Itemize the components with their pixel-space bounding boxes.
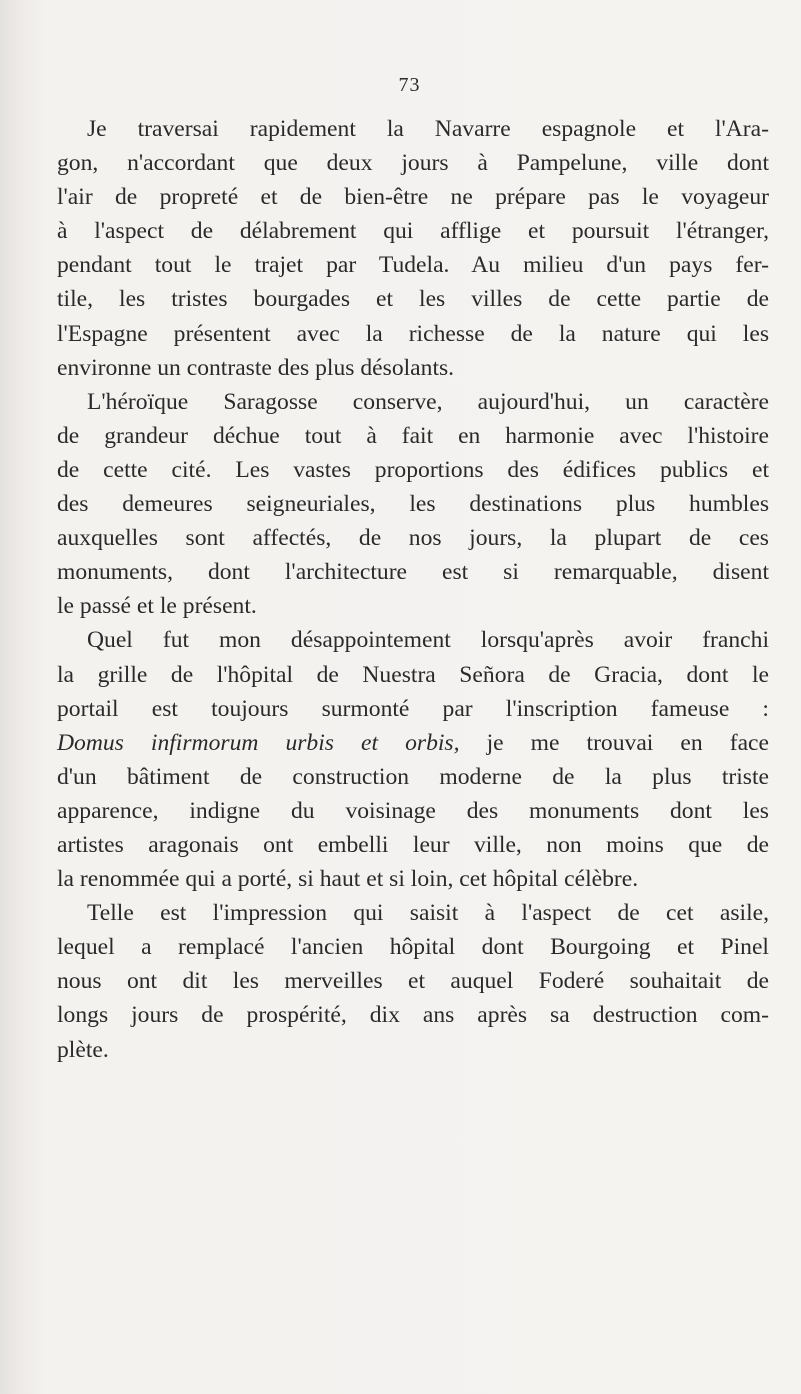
- text-line: [57, 351, 769, 385]
- text-line-content: l'air de propreté et de bien-être ne prépare pas le voyageur: [57, 184, 769, 211]
- text-line: [57, 487, 769, 521]
- text-line: [57, 317, 769, 351]
- text-line: [57, 453, 769, 487]
- text-line: [57, 180, 769, 214]
- text-line-content: environne un contraste des plus désolants.: [57, 354, 455, 381]
- text-line: [57, 385, 769, 419]
- text-line: [57, 964, 769, 998]
- text-line-content: lequel a remplacé l'ancien hôpital dont Bourgoing et Pinel: [57, 934, 769, 961]
- page-number: 73: [398, 74, 421, 96]
- text-line: [57, 521, 769, 555]
- text-line-content: des demeures seigneuriales, les destinations plus humbles: [57, 491, 769, 518]
- italic-latin-inscription: Domus infirmorum urbis et orbis,: [57, 729, 460, 756]
- text-line-content: Telle est l'impression qui saisit à l'aspect de cet asile,: [87, 900, 769, 927]
- text-line: [57, 146, 769, 180]
- text-line-content: l'Espagne présentent avec la richesse de la nature qui les: [57, 320, 769, 347]
- text-line-content: portail est toujours surmonté par l'inscription fameuse :: [57, 695, 769, 722]
- text-line-content: gon, n'accordant que deux jours à Pampelune, ville dont: [57, 150, 769, 177]
- text-line: [57, 658, 769, 692]
- text-line: [57, 248, 769, 282]
- text-line-content: la grille de l'hôpital de Nuestra Señora de Gracia, dont le: [57, 661, 769, 688]
- text-line-content: de grandeur déchue tout à fait en harmonie avec l'histoire: [57, 422, 769, 449]
- text-line: [57, 1033, 769, 1067]
- text-line-content: plète.: [57, 1036, 109, 1063]
- text-line-content: le passé et le présent.: [57, 593, 257, 620]
- text-line-content: à l'aspect de délabrement qui afflige et poursuit l'étranger,: [57, 218, 769, 245]
- text-line: [57, 419, 769, 453]
- text-line: [57, 828, 769, 862]
- text-line: [57, 998, 769, 1032]
- text-line-content: la renommée qui a porté, si haut et si loin, cet hôpital célèbre.: [57, 866, 639, 893]
- text-line-content: longs jours de prospérité, dix ans après sa destruction com-: [57, 1002, 769, 1029]
- text-line-content: je me trouvai en face: [459, 729, 769, 756]
- text-line: [57, 930, 769, 964]
- text-line: [57, 555, 769, 589]
- text-line: [57, 896, 769, 930]
- text-line-content: auxquelles sont affectés, de nos jours, la plupart de ces: [57, 525, 769, 552]
- text-line-content: apparence, indigne du voisinage des monuments dont les: [57, 797, 769, 824]
- text-line-content: L'héroïque Saragosse conserve, aujourd'hui, un caractère: [87, 388, 769, 415]
- text-line: [57, 623, 769, 657]
- text-line-content: pendant tout le trajet par Tudela. Au milieu d'un pays fer-: [57, 252, 769, 279]
- text-line: [57, 112, 769, 146]
- text-line-content: Quel fut mon désappointement lorsqu'après avoir franchi: [87, 627, 769, 654]
- text-line: [57, 760, 769, 794]
- text-line-content: de cette cité. Les vastes proportions des édifices publics et: [57, 456, 769, 483]
- text-line-content: nous ont dit les merveilles et auquel Foderé souhaitait de: [57, 968, 769, 995]
- text-line: [57, 589, 769, 623]
- text-line-content: artistes aragonais ont embelli leur ville, non moins que de: [57, 831, 769, 858]
- text-line: [57, 214, 769, 248]
- text-line: [57, 282, 769, 316]
- text-line-content: tile, les tristes bourgades et les villes de cette partie de: [57, 286, 769, 313]
- text-line: [57, 692, 769, 726]
- text-line: [57, 726, 769, 760]
- text-line-content: monuments, dont l'architecture est si remarquable, disent: [57, 559, 769, 586]
- body-text: [57, 112, 769, 1067]
- text-line-content: d'un bâtiment de construction moderne de la plus triste: [57, 763, 769, 790]
- text-line-content: Je traversai rapidement la Navarre espagnole et l'Ara-: [87, 116, 769, 142]
- text-line: [57, 862, 769, 896]
- text-line: [57, 794, 769, 828]
